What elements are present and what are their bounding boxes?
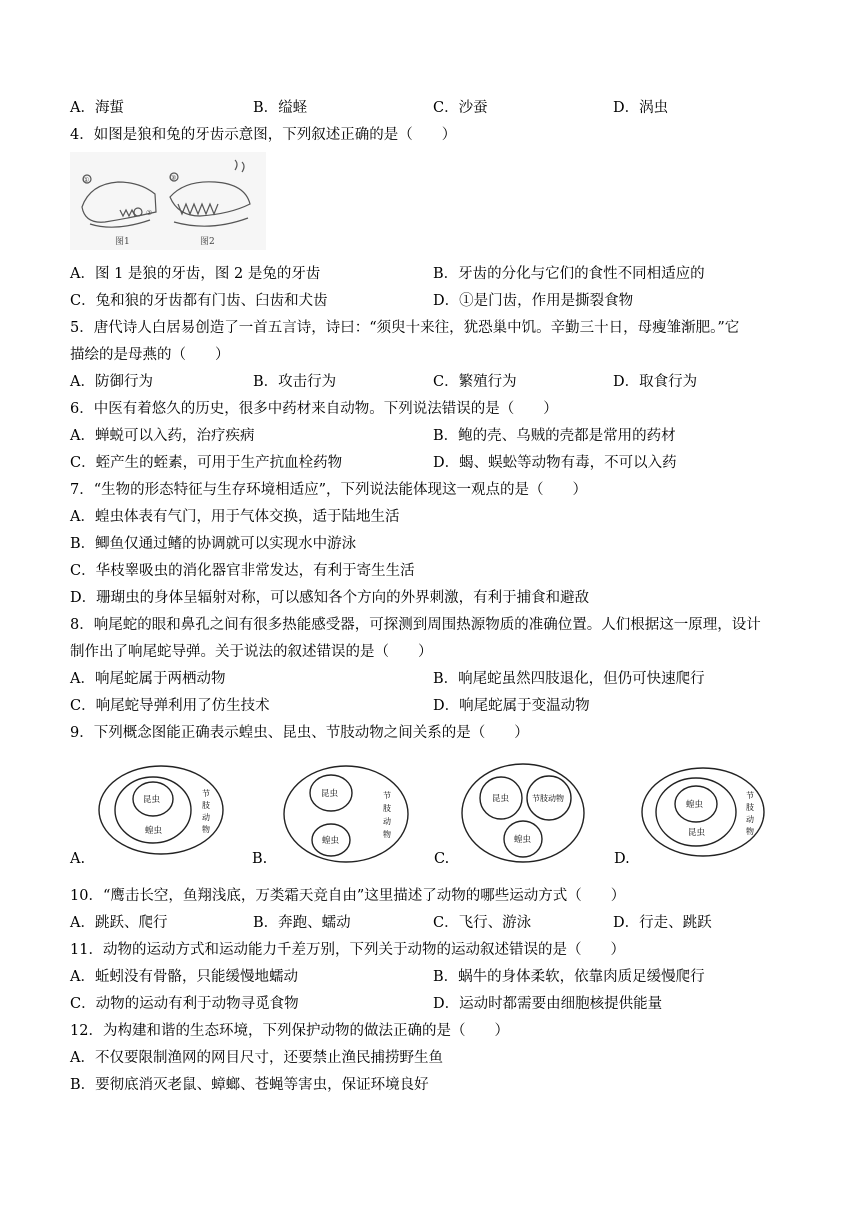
option-c: C．飞行、游泳 bbox=[433, 915, 532, 931]
teeth-figure bbox=[70, 152, 266, 250]
option-d: D．取食行为 bbox=[613, 374, 698, 390]
label-jie: 节 bbox=[383, 791, 391, 800]
q4-stem: 4．如图是狼和兔的牙齿示意图，下列叙述正确的是（ ） bbox=[70, 127, 457, 143]
option-d: D．①是门齿，作用是撕裂食物 bbox=[433, 293, 634, 309]
option-c: C．繁殖行为 bbox=[433, 374, 517, 390]
diagram-a-letter: A. bbox=[70, 851, 86, 867]
q8-options-row2 bbox=[70, 696, 790, 716]
marker-3: ③ bbox=[170, 174, 177, 182]
fig1-label: 图1 bbox=[115, 237, 130, 247]
label-zhi: 肢 bbox=[383, 804, 391, 813]
option-d: D．运动时都需要由细胞核提供能量 bbox=[433, 996, 663, 1012]
option-d: D．涡虫 bbox=[613, 100, 669, 116]
label-jie: 节 bbox=[746, 791, 754, 800]
label-dong: 动 bbox=[746, 815, 754, 824]
q12-option-a: A．不仅要限制渔网的网目尺寸，还要禁止渔民捕捞野生鱼 bbox=[70, 1050, 443, 1066]
diagram-c-letter: C. bbox=[434, 851, 450, 867]
q7-option-b: B．鲫鱼仅通过鳍的协调就可以实现水中游泳 bbox=[70, 536, 357, 552]
label-jie: 节 bbox=[202, 789, 210, 798]
label-wu: 物 bbox=[383, 830, 391, 839]
label-kunchong: 昆虫 bbox=[143, 795, 161, 805]
option-c: C．动物的运动有利于动物寻觅食物 bbox=[70, 996, 299, 1012]
option-b: B．缢蛏 bbox=[253, 100, 308, 116]
concept-diagram-a bbox=[95, 762, 227, 858]
option-d: D．响尾蛇属于变温动物 bbox=[433, 698, 590, 714]
label-zhi: 肢 bbox=[746, 803, 754, 812]
label-kunchong: 昆虫 bbox=[492, 794, 510, 804]
option-b: B．响尾蛇虽然四肢退化，但仍可快速爬行 bbox=[433, 671, 705, 687]
option-b: B．奔跑、蠕动 bbox=[253, 915, 351, 931]
label-dong: 动 bbox=[383, 817, 391, 826]
option-c: C．响尾蛇导弹利用了仿生技术 bbox=[70, 698, 270, 714]
option-a: A．图 1 是狼的牙齿，图 2 是兔的牙齿 bbox=[70, 266, 321, 282]
option-c: C．兔和狼的牙齿都有门齿、臼齿和犬齿 bbox=[70, 293, 328, 309]
q7-option-d: D．珊瑚虫的身体呈辐射对称，可以感知各个方向的外界刺激，有利于捕食和避敌 bbox=[70, 590, 590, 606]
q8-options-row1 bbox=[70, 669, 790, 689]
option-c: C．沙蚕 bbox=[433, 100, 488, 116]
label-jiezhi: 节肢动物 bbox=[532, 794, 564, 803]
q12-stem: 12．为构建和谐的生态环境，下列保护动物的做法正确的是（ ） bbox=[70, 1023, 509, 1039]
q8-stem-line1: 8．响尾蛇的眼和鼻孔之间有很多热能感受器，可探测到周围热源物质的准确位置。人们根据这一原理，设计 bbox=[70, 617, 761, 633]
label-dong: 动 bbox=[202, 813, 210, 822]
q7-option-c: C．华枝睾吸虫的消化器官非常发达，有利于寄生生活 bbox=[70, 563, 415, 579]
q11-stem: 11．动物的运动方式和运动能力千差万别，下列关于动物的运动叙述错误的是（ ） bbox=[70, 942, 625, 958]
q11-options-row2 bbox=[70, 994, 790, 1014]
option-a: A．蚯蚓没有骨骼，只能缓慢地蠕动 bbox=[70, 969, 298, 985]
q10-stem: 10．“鹰击长空，鱼翔浅底，万类霜天竞自由”这里描述了动物的哪些运动方式（ ） bbox=[70, 888, 626, 904]
diagram-b-letter: B. bbox=[252, 851, 268, 867]
q9-stem: 9．下列概念图能正确表示蝗虫、昆虫、节肢动物之间关系的是（ ） bbox=[70, 725, 529, 741]
marker-2: ② bbox=[146, 209, 153, 217]
label-kunchong: 昆虫 bbox=[321, 789, 339, 799]
q5-stem-line2: 描绘的是母燕的（ ） bbox=[70, 347, 230, 363]
q6-options-row2 bbox=[70, 453, 790, 473]
label-zhi: 肢 bbox=[202, 801, 210, 810]
option-b: B．蜗牛的身体柔软，依靠肉质足缓慢爬行 bbox=[433, 969, 705, 985]
q3-options bbox=[70, 98, 790, 118]
label-wu: 物 bbox=[202, 825, 210, 834]
q4-options-row2 bbox=[70, 291, 790, 311]
fig2-label: 图2 bbox=[200, 237, 215, 247]
marker-1: ① bbox=[83, 176, 90, 184]
option-b: B．鲍的壳、乌贼的壳都是常用的药材 bbox=[433, 428, 676, 444]
outer-circle bbox=[642, 768, 764, 856]
option-a: A．跳跃、爬行 bbox=[70, 915, 168, 931]
concept-diagram-c bbox=[458, 760, 588, 866]
option-d: D．行走、跳跃 bbox=[613, 915, 712, 931]
label-wu: 物 bbox=[746, 827, 754, 836]
label-huangchong: 蝗虫 bbox=[322, 836, 340, 846]
outer-circle bbox=[99, 766, 223, 854]
label-huangchong: 蝗虫 bbox=[686, 800, 704, 810]
label-huangchong: 蝗虫 bbox=[514, 835, 532, 845]
option-c: C．蛭产生的蛭素，可用于生产抗血栓药物 bbox=[70, 455, 343, 471]
option-a: A．蝉蜕可以入药，治疗疾病 bbox=[70, 428, 255, 444]
option-b: B．牙齿的分化与它们的食性不同相适应的 bbox=[433, 266, 705, 282]
q4-options-row1 bbox=[70, 264, 790, 284]
option-d: D．蝎、蜈蚣等动物有毒，不可以入药 bbox=[433, 455, 677, 471]
option-a: A．响尾蛇属于两栖动物 bbox=[70, 671, 226, 687]
concept-diagram-b bbox=[280, 762, 412, 866]
label-kunchong: 昆虫 bbox=[688, 828, 706, 838]
q7-option-a: A．蝗虫体表有气门，用于气体交换，适于陆地生活 bbox=[70, 509, 400, 525]
q7-stem: 7．“生物的形态特征与生存环境相适应”，下列说法能体现这一观点的是（ ） bbox=[70, 482, 588, 498]
q11-options-row1 bbox=[70, 967, 790, 987]
q6-stem: 6．中医有着悠久的历史，很多中药材来自动物。下列说法错误的是（ ） bbox=[70, 401, 558, 417]
diagram-d-letter: D. bbox=[614, 851, 630, 867]
option-a: A．防御行为 bbox=[70, 374, 153, 390]
concept-diagram-d bbox=[638, 764, 768, 860]
q12-option-b: B．要彻底消灭老鼠、蟑螂、苍蝇等害虫，保证环境良好 bbox=[70, 1077, 429, 1093]
option-b: B．攻击行为 bbox=[253, 374, 337, 390]
q6-options-row1 bbox=[70, 426, 790, 446]
label-huangchong: 蝗虫 bbox=[145, 826, 163, 836]
option-a: A．海蜇 bbox=[70, 100, 124, 116]
q5-stem-line1: 5．唐代诗人白居易创造了一首五言诗，诗曰：“须臾十来往，犹恐巢中饥。辛勤三十日，母瘦雏渐肥。”它 bbox=[70, 320, 740, 336]
q8-stem-line2: 制作出了响尾蛇导弹。关于说法的叙述错误的是（ ） bbox=[70, 644, 433, 660]
q5-options bbox=[70, 372, 790, 392]
q10-options bbox=[70, 913, 790, 933]
